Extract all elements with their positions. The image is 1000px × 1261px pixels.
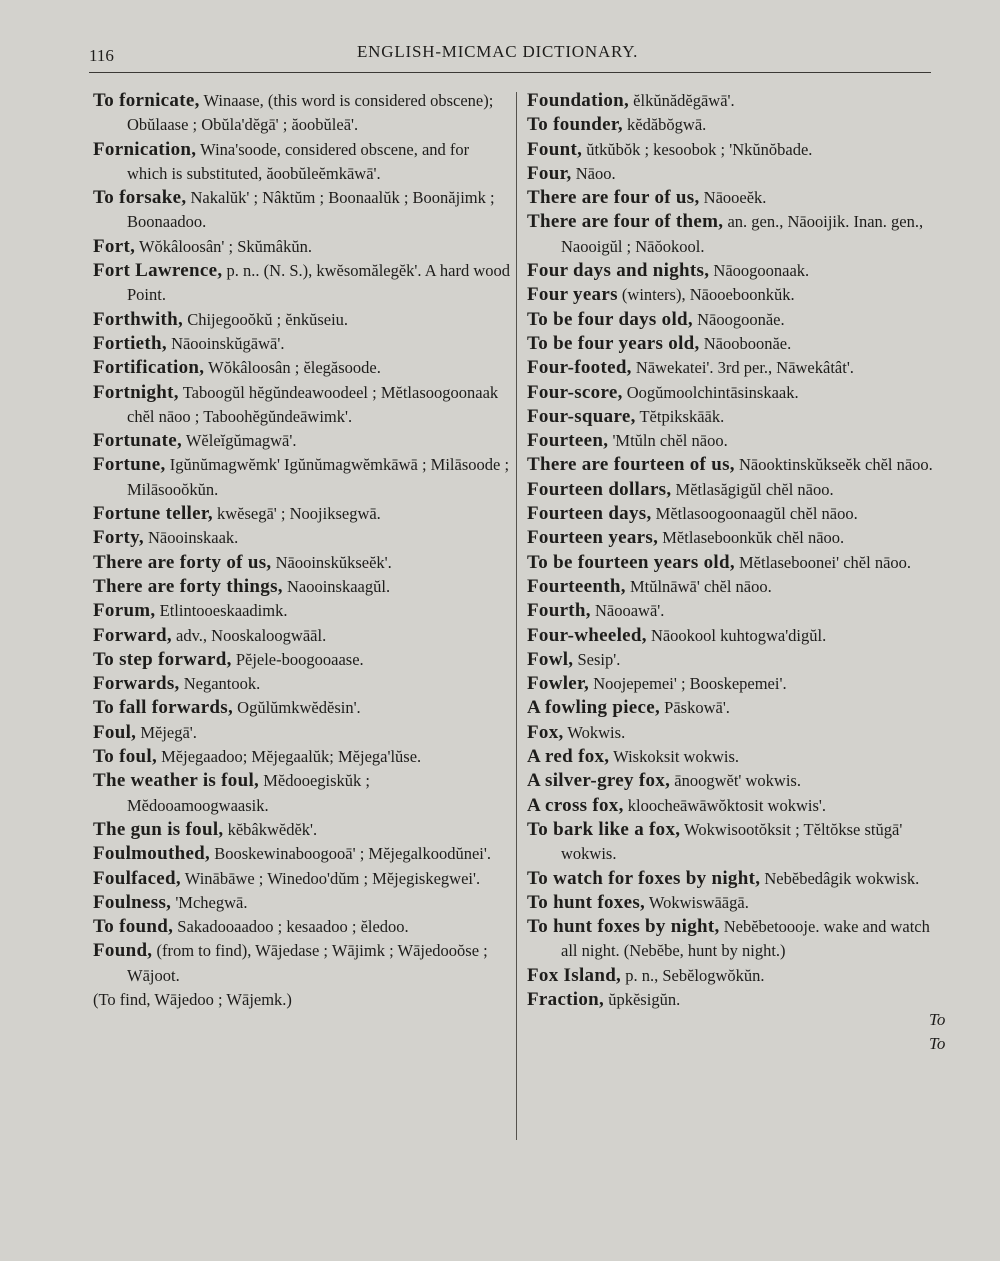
dictionary-entry — [527, 113, 945, 137]
definition: (To find, Wājedoo ; Wājemk.) — [93, 989, 292, 1009]
dictionary-entry — [93, 502, 513, 526]
headword: To hunt foxes, — [527, 891, 646, 913]
dictionary-entry — [93, 526, 513, 550]
headword: Four-wheeled, — [527, 624, 647, 646]
headword: Fourteen, — [527, 430, 609, 452]
definition: Winaase, (this word is considered obscene); Obŭlaase ; Obŭla'dĕgā' ; ăoobŭleā'. — [127, 91, 494, 135]
dictionary-entry — [93, 842, 513, 866]
definition: Mĕjegaadoo; Mĕjegaalŭk; Mĕjega'lŭse. — [161, 747, 422, 767]
definition: Wŏkâloosân ; ĕlegăsoode. — [208, 358, 381, 378]
definition: Tĕtpikskāāk. — [639, 406, 725, 426]
definition: kwĕsegā' ; Noojiksegwā. — [217, 504, 381, 524]
column-divider — [516, 92, 517, 1140]
headword: Four-square, — [527, 405, 636, 427]
definition: Nāoogoonăe. — [697, 309, 785, 329]
dictionary-entry — [93, 745, 513, 769]
headword: Foulness, — [93, 891, 172, 913]
headword: Forward, — [93, 624, 172, 646]
definition: Pāskowā'. — [664, 698, 730, 718]
dictionary-entry — [527, 453, 945, 477]
dictionary-entry — [93, 599, 513, 623]
dictionary-entry — [93, 624, 513, 648]
dictionary-entry — [93, 235, 513, 259]
definition: Mĕtlasăgigŭl chĕl nāoo. — [675, 479, 834, 499]
definition: Wiskoksit wokwis. — [613, 747, 740, 767]
headword: Fort Lawrence, — [93, 260, 223, 282]
headword: To fornicate, — [93, 90, 200, 111]
definition: p. n., Sebĕlogwŏkŭn. — [625, 965, 765, 985]
dictionary-entry — [527, 186, 945, 210]
definition: Nāooboonăe. — [703, 333, 792, 353]
dictionary-entry — [527, 138, 945, 162]
definition: ŭtkŭbŏk ; kesoobok ; 'Nkŭnŏbade. — [586, 139, 813, 159]
header-rule — [89, 72, 931, 73]
headword: The gun is foul, — [93, 818, 224, 840]
dictionary-entry — [527, 405, 945, 429]
headword: To founder, — [527, 114, 623, 136]
dictionary-entry — [527, 648, 945, 672]
definition: Wŏkâloosân' ; Skŭmâkŭn. — [138, 236, 312, 256]
headword: Fourteen days, — [527, 503, 652, 525]
definition: Nāooeĕk. — [703, 188, 767, 208]
headword: The weather is foul, — [93, 770, 260, 792]
definition: adv., Nooskaloogwāāl. — [176, 625, 327, 645]
definition: Mĕdooegiskŭk ; Mĕdooamoogwaasik. — [127, 771, 371, 815]
headword: Fourteen dollars, — [527, 478, 672, 500]
headword: Fourteenth, — [527, 575, 626, 597]
dictionary-entry — [527, 283, 945, 307]
headword: Four, — [527, 162, 572, 184]
definition: Pĕjele-boogooaase. — [235, 649, 364, 669]
definition: Naooinskaagŭl. — [286, 576, 391, 596]
definition: an. gen., Nāooijik. Inan. gen., Naooigŭl ; Nāŏokool. — [561, 212, 924, 256]
headword: To hunt foxes by night, — [527, 916, 720, 938]
definition: Wina'soode, considered obscene, and for which is substituted, ăoobŭleĕmkāwā'. — [127, 139, 470, 183]
definition: ĕlkŭnădĕgāwā'. — [633, 91, 735, 110]
definition: Nāwekatei'. 3rd per., Nāwekâtât'. — [635, 358, 854, 378]
dictionary-entry — [527, 891, 945, 915]
definition: kĕbâkwĕdĕk'. — [227, 819, 318, 839]
headword: Four days and nights, — [527, 260, 710, 282]
definition: Mtŭlnāwā' chĕl nāoo. — [629, 576, 772, 596]
headword: Fox, — [527, 721, 564, 743]
definition: Booskewinaboogooā' ; Mĕjegalkoodŭnei'. — [214, 844, 491, 864]
dictionary-entry — [93, 381, 513, 430]
headword: Four-footed, — [527, 357, 632, 379]
definition: Nāoo. — [575, 163, 616, 183]
headword: Fortnight, — [93, 381, 179, 403]
headword: Fourteen years, — [527, 527, 659, 549]
headword: Fortunate, — [93, 430, 183, 452]
definition: Wokwis. — [567, 722, 626, 742]
dictionary-entry — [527, 721, 945, 745]
definition: Mĕtlaseboonei' chĕl nāoo. — [739, 552, 912, 572]
headword: Four years — [527, 284, 618, 306]
dictionary-entry — [527, 526, 945, 550]
definition: Noojepemei' ; Booskepemei'. — [593, 674, 787, 694]
dictionary-entry — [527, 210, 945, 259]
definition: Nāooinskŭkseĕk'. — [275, 552, 392, 572]
definition: Mĕjegā'. — [140, 722, 197, 742]
dictionary-entry — [93, 429, 513, 453]
headword: To fall forwards, — [93, 697, 234, 719]
dictionary-entry — [527, 502, 945, 526]
dictionary-entry — [527, 332, 945, 356]
dictionary-entry — [93, 575, 513, 599]
headword: Forwards, — [93, 673, 180, 695]
dictionary-entry — [527, 599, 945, 623]
definition: Oogŭmoolchintāsinskaak. — [626, 382, 799, 402]
margin-mark: To — [929, 1010, 946, 1029]
dictionary-entry — [93, 551, 513, 575]
headword: To forsake, — [93, 187, 187, 209]
dictionary-entry — [93, 89, 513, 138]
headword: Fortune, — [93, 454, 166, 476]
dictionary-entry — [527, 696, 945, 720]
margin-mark: To — [929, 1034, 946, 1053]
dictionary-entry — [93, 988, 513, 1012]
definition: Nebĕbetoooje. wake and watch all night. (Nebĕbe, hunt by night.) — [561, 917, 930, 961]
headword: Found, — [93, 940, 153, 962]
dictionary-entry — [93, 332, 513, 356]
dictionary-entry — [527, 89, 945, 113]
headword: To be four years old, — [527, 332, 700, 354]
definition: Etlintooeskaadimk. — [159, 601, 288, 621]
headword: Fourth, — [527, 600, 591, 622]
headword: Fowler, — [527, 673, 590, 695]
headword: To foul, — [93, 746, 158, 768]
headword: There are forty of us, — [93, 551, 272, 573]
dictionary-entry — [93, 891, 513, 915]
definition: 'Mchegwā. — [175, 892, 248, 912]
dictionary-entry — [93, 915, 513, 939]
dictionary-entry — [527, 988, 945, 1012]
headword: Four-score, — [527, 381, 623, 403]
definition: Nebĕbedâgik wokwisk. — [764, 868, 920, 888]
definition: Nāookool kuhtogwa'digŭl. — [650, 625, 827, 645]
definition: Negantook. — [183, 674, 261, 694]
definition: Igŭnŭmagwĕmk' Igŭnŭmagwĕmkāwā ; Milāsoode ; Milāsooŏkŭn. — [127, 455, 510, 499]
dictionary-entry — [527, 478, 945, 502]
definition: Winābāwe ; Winedoo'dŭm ; Mĕjegiskegwei'. — [184, 868, 481, 888]
running-title: ENGLISH-MICMAC DICTIONARY. — [357, 42, 639, 61]
headword: Fount, — [527, 138, 583, 160]
dictionary-entry — [527, 794, 945, 818]
dictionary-entry — [527, 915, 945, 964]
headword: Forthwith, — [93, 308, 184, 330]
headword: Forum, — [93, 600, 156, 622]
dictionary-entry — [93, 818, 513, 842]
headword: Fraction, — [527, 988, 605, 1010]
headword: To bark like a fox, — [527, 818, 681, 840]
headword: To watch for foxes by night, — [527, 867, 761, 889]
definition: kĕdăbŏgwā. — [627, 115, 707, 135]
dictionary-entry — [527, 356, 945, 380]
definition: Taboogŭl hĕgŭndeawoodeel ; Mĕtlasoogoonaak chĕl nāoo ; Taboohĕgŭndeāwimk'. — [127, 382, 499, 426]
headword: To be fourteen years old, — [527, 551, 735, 573]
definition: Nāooawā'. — [594, 601, 665, 621]
dictionary-entry — [527, 745, 945, 769]
headword: A red fox, — [527, 746, 610, 768]
dictionary-entry — [93, 186, 513, 235]
definition: Nāooinskaak. — [148, 528, 239, 548]
headword: To found, — [93, 916, 174, 938]
definition: Sakadooaadoo ; kesaadoo ; ĕledoo. — [177, 917, 409, 937]
dictionary-entry — [527, 551, 945, 575]
definition: Ogŭlŭmkwĕdĕsin'. — [237, 698, 361, 718]
headword: Fowl, — [527, 648, 574, 670]
headword: A cross fox, — [527, 794, 624, 816]
dictionary-entry — [93, 696, 513, 720]
headword: There are forty things, — [93, 575, 283, 597]
definition: Nāoogoonaak. — [713, 261, 810, 281]
definition: Mĕtlasoogoonaagŭl chĕl nāoo. — [655, 504, 858, 524]
dictionary-entry — [93, 138, 513, 187]
headword: To be four days old, — [527, 308, 693, 330]
headword: There are fourteen of us, — [527, 454, 735, 476]
dictionary-entry — [527, 308, 945, 332]
headword: There are four of us, — [527, 187, 700, 209]
dictionary-entry — [527, 162, 945, 186]
dictionary-entry — [527, 381, 945, 405]
definition: Wĕleĭgŭmagwā'. — [185, 431, 297, 451]
dictionary-entry — [93, 867, 513, 891]
dictionary-entry — [93, 648, 513, 672]
definition: p. n.. (N. S.), kwĕsomălegĕk'. A hard wood Point. — [127, 261, 510, 305]
headword: A silver-grey fox, — [527, 770, 671, 792]
definition: Sesip'. — [577, 649, 621, 669]
left-column — [93, 89, 513, 1012]
dictionary-entry — [527, 769, 945, 793]
dictionary-entry — [527, 259, 945, 283]
headword: Fort, — [93, 235, 136, 257]
dictionary-entry — [527, 575, 945, 599]
dictionary-entry — [527, 429, 945, 453]
definition: (from to find), Wājedase ; Wājimk ; Wājedooŏse ; Wājoot. — [127, 941, 488, 985]
definition: 'Mtŭln chĕl nāoo. — [612, 431, 728, 451]
dictionary-entry — [527, 672, 945, 696]
dictionary-entry — [93, 308, 513, 332]
dictionary-entry — [93, 259, 513, 308]
headword: Foul, — [93, 721, 137, 743]
headword: Fortification, — [93, 357, 205, 379]
headword: Fox Island, — [527, 964, 622, 986]
headword: Fornication, — [93, 138, 197, 160]
dictionary-entry — [93, 721, 513, 745]
dictionary-entry — [93, 769, 513, 818]
headword: Foulmouthed, — [93, 843, 211, 865]
definition: ānoogwĕt' wokwis. — [674, 771, 801, 791]
headword: Fortune teller, — [93, 503, 213, 525]
definition: Nakalŭk' ; Nâktŭm ; Boonaalŭk ; Boonăjimk ; Boonaadoo. — [127, 188, 495, 232]
page-number: 116 — [89, 46, 114, 65]
dictionary-entry — [93, 939, 513, 988]
definition: ŭpkĕsigŭn. — [608, 989, 681, 1009]
definition: Wokwisootŏksit ; Tĕltŏkse stŭgā' wokwis. — [561, 819, 903, 864]
dictionary-entry — [93, 356, 513, 380]
definition: Wokwiswāāgā. — [648, 892, 749, 912]
definition: Nāooinskŭgāwā'. — [171, 333, 285, 353]
dictionary-entry — [527, 867, 945, 891]
headword: Foulfaced, — [93, 867, 181, 889]
definition: Mĕtlaseboonkŭk chĕl nāoo. — [662, 528, 845, 548]
definition: Nāooktinskŭkseĕk chĕl nāoo. — [738, 455, 933, 475]
dictionary-entry — [93, 672, 513, 696]
headword: There are four of them, — [527, 211, 724, 233]
headword: To step forward, — [93, 648, 232, 670]
headword: A fowling piece, — [527, 697, 661, 719]
headword: Fortieth, — [93, 332, 167, 354]
definition: Chijegooŏkŭ ; ĕnkŭseiu. — [187, 309, 349, 329]
dictionary-entry — [93, 453, 513, 502]
headword: Forty, — [93, 527, 144, 549]
definition: (winters), Nāooeboonkŭk. — [621, 285, 795, 305]
dictionary-entry — [527, 964, 945, 988]
dictionary-entry — [527, 624, 945, 648]
right-column — [527, 89, 945, 1012]
headword: Foundation, — [527, 90, 630, 111]
dictionary-entry — [527, 818, 945, 867]
definition: kloocheāwāwŏktosit wokwis'. — [627, 795, 826, 815]
